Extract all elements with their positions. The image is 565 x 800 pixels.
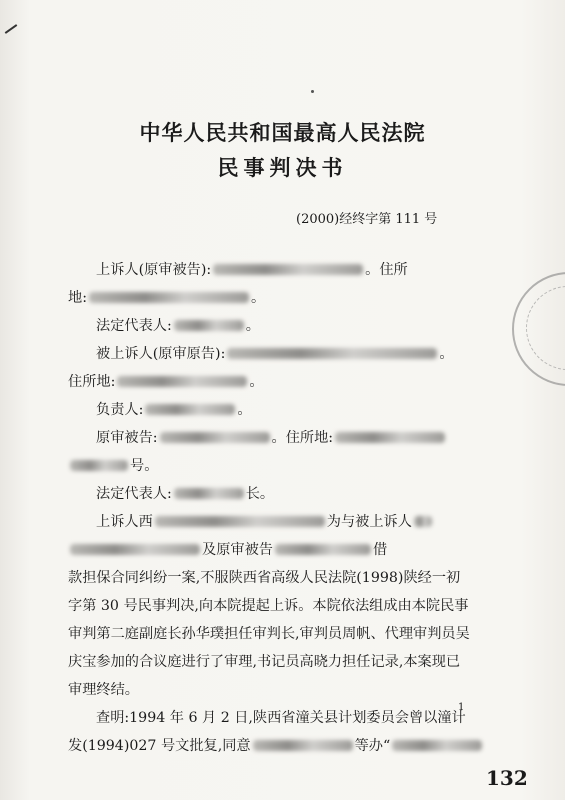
text-segment: 地: — [68, 290, 87, 306]
text-segment: 字第 30 号民事判决,向本院提起上诉。本院依法组成由本院民事 — [68, 598, 469, 614]
text-segment: 上诉人西 — [96, 514, 153, 530]
redacted-text — [70, 460, 128, 471]
text-segment: 发(1994)027 号文批复,同意 — [68, 738, 251, 754]
pen-mark — [5, 24, 18, 34]
text-line — [68, 424, 508, 452]
text-line — [68, 648, 508, 676]
text-segment: 。 — [245, 318, 260, 334]
text-line — [68, 732, 508, 760]
text-segment: 法定代表人: — [96, 318, 172, 334]
text-line — [68, 256, 508, 284]
page-number-small: 1 — [458, 702, 465, 713]
text-segment: 。住所 — [365, 262, 408, 278]
text-segment: 长。 — [245, 486, 275, 502]
text-segment: 负责人: — [96, 402, 144, 418]
text-segment: 。 — [250, 290, 266, 306]
text-segment: 。住所地: — [271, 430, 334, 446]
redacted-text — [174, 488, 244, 499]
text-line — [68, 340, 508, 368]
court-seal-stamp — [512, 272, 565, 386]
text-line — [68, 620, 508, 648]
text-line — [68, 676, 508, 704]
text-segment: 借 — [372, 542, 388, 558]
text-segment: 被上诉人(原审原告): — [96, 346, 226, 362]
redacted-text — [275, 544, 371, 555]
text-segment: 。 — [237, 402, 252, 418]
seal-inner-ring — [526, 286, 565, 370]
text-line — [68, 312, 508, 340]
text-segment: 款担保合同纠纷一案,不服陕西省高级人民法院(1998)陕经一初 — [68, 570, 461, 586]
text-segment: 及原审被告 — [202, 542, 273, 558]
page-number-large: 132 — [486, 766, 528, 790]
redacted-text — [414, 516, 432, 527]
case-number: (2000)经终字第 111 号 — [296, 212, 438, 227]
redacted-text — [160, 432, 270, 443]
court-title: 中华人民共和国最高人民法院 — [139, 120, 426, 145]
text-segment: 法定代表人: — [96, 486, 172, 502]
text-segment: 。 — [249, 374, 264, 390]
text-line — [68, 284, 508, 312]
text-line — [68, 452, 508, 480]
text-line — [68, 564, 508, 592]
redacted-text — [253, 740, 353, 751]
redacted-text — [145, 404, 235, 415]
text-segment: 审理终结。 — [68, 682, 139, 698]
redacted-text — [392, 740, 482, 751]
text-line — [68, 508, 508, 536]
text-line — [68, 396, 508, 424]
text-line — [68, 704, 508, 732]
text-segment: 为与被上诉人 — [326, 514, 412, 530]
redacted-text — [174, 320, 244, 331]
redacted-text — [335, 432, 445, 443]
text-line — [68, 368, 508, 396]
redacted-text — [213, 264, 363, 275]
text-segment: 审判第二庭副庭长孙华璞担任审判长,审判员周帆、代理审判员吴 — [68, 626, 470, 642]
text-segment: 查明:1994 年 6 月 2 日,陕西省潼关县计划委员会曾以潼计 — [96, 710, 466, 726]
text-segment: 。 — [439, 346, 454, 362]
text-line — [68, 536, 508, 564]
redacted-text — [117, 376, 247, 387]
redacted-text — [89, 292, 249, 303]
text-segment: 原审被告: — [96, 430, 158, 446]
document-type-title: 民事判决书 — [217, 155, 348, 180]
text-segment: 等办“ — [354, 738, 391, 754]
text-segment: 住所地: — [68, 374, 116, 390]
redacted-text — [70, 544, 200, 555]
text-segment: 上诉人(原审被告): — [96, 262, 212, 278]
redacted-text — [227, 348, 437, 359]
speck — [311, 90, 314, 93]
text-line — [68, 592, 508, 620]
text-segment: 号。 — [130, 458, 159, 474]
text-line — [68, 480, 508, 508]
text-segment: 庆宝参加的合议庭进行了审理,书记员高晓力担任记录,本案现已 — [68, 654, 461, 670]
redacted-text — [155, 516, 325, 527]
